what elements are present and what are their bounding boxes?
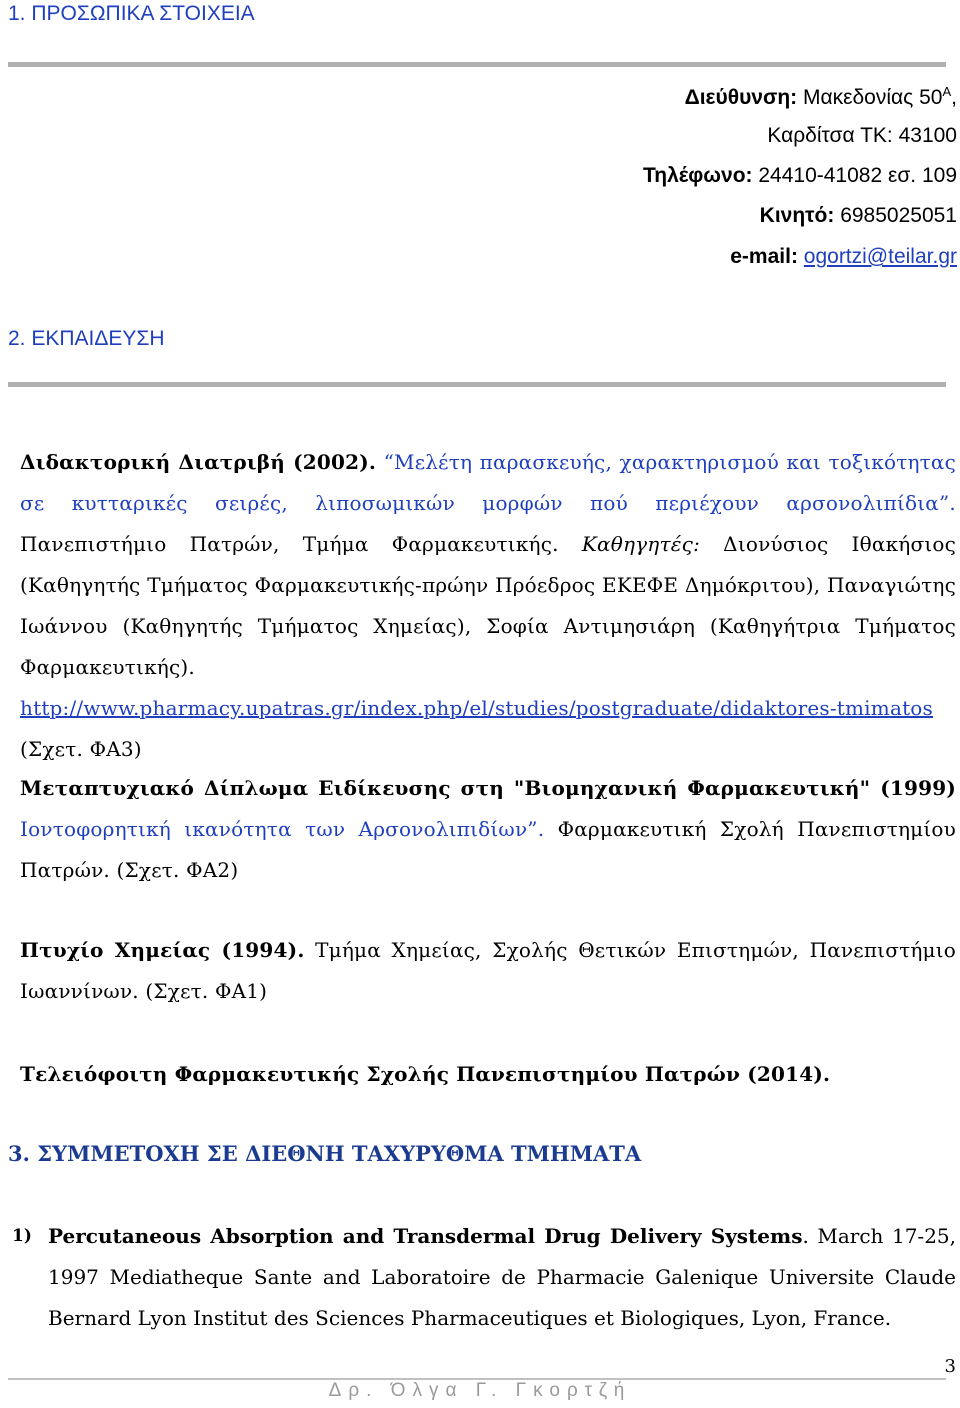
msc-rest: Φαρμακευτική Σχολή Πανεπιστημίου Πατρών. (Σχετ. ΦΑ2) bbox=[20, 817, 956, 882]
course-text bbox=[48, 1216, 956, 1339]
bsc-rest: Τμήμα Χημείας, Σχολής Θετικών Επιστημών, Πανεπιστήμιο Ιωαννίνων. (Σχετ. ΦΑ1) bbox=[20, 938, 956, 1003]
msc-paragraph bbox=[20, 768, 956, 891]
course-title: Percutaneous Absorption and Transdermal Drug Delivery Systems bbox=[48, 1224, 803, 1248]
msc-title: Ιοντοφορητική ικανότητα των Αρσονολιπιδίων”. bbox=[20, 817, 545, 841]
address-line bbox=[685, 84, 957, 110]
graduate-line: Τελειόφοιτη Φαρμακευτικής Σχολής Πανεπιστημίου Πατρών (2014). bbox=[20, 1062, 831, 1086]
page-number: 3 bbox=[944, 1356, 956, 1377]
phone-label: Τηλέφωνο: bbox=[643, 164, 753, 187]
section-title-courses: 3. ΣΥΜΜΕΤΟΧΗ ΣΕ ΔΙΕΘΝΗ ΤΑΧΥΡΥΘΜΑ ΤΜΗΜΑΤΑ bbox=[8, 1141, 642, 1166]
address-value: Μακεδονίας 50 bbox=[797, 86, 943, 109]
course-details: . March 17-25, 1997 Mediatheque Sante and Laboratoire de Pharmacie Galenique Universite Claude Bernard Lyon Institut des Sciences Pharmaceutiques et Biologiques, Lyon, France. bbox=[48, 1224, 956, 1330]
phd-label: Διδακτορική Διατριβή (2002). bbox=[20, 450, 377, 474]
course-number: 1) bbox=[12, 1226, 32, 1246]
mobile-line bbox=[760, 204, 957, 228]
phd-paragraph bbox=[20, 442, 956, 770]
phd-university: Πανεπιστήμιο Πατρών, Τμήμα Φαρμακευτικής. bbox=[20, 532, 559, 556]
address-superscript: Α bbox=[942, 84, 952, 99]
phd-link[interactable]: http://www.pharmacy.upatras.gr/index.php/el/studies/postgraduate/didaktores-tmimatos bbox=[20, 696, 934, 720]
address-label: Διεύθυνση: bbox=[684, 86, 798, 109]
phd-professors: Διονύσιος Ιθακήσιος (Καθηγητής Τμήματος Φαρμακευτικής-πρώην Πρόεδρος ΕΚΕΦΕ Δημόκριτου), Παναγιώτης Ιωάννου (Καθηγητής Τμήματος Χημείας), Σοφία Αντιμησιάρη (Καθηγήτρια Τμήματος Φαρμακευτικής). bbox=[20, 532, 956, 679]
section-title-education: 2. ΕΚΠΑΙΔΕΥΣΗ bbox=[8, 327, 165, 350]
bsc-label: Πτυχίο Χημείας (1994). bbox=[20, 938, 305, 962]
phd-reference: (Σχετ. ΦΑ3) bbox=[20, 737, 142, 761]
mobile-value: 6985025051 bbox=[834, 204, 957, 227]
mobile-label: Κινητό: bbox=[759, 204, 835, 227]
footer-author: Δρ. Όλγα Γ. Γκορτζή bbox=[328, 1380, 632, 1401]
email-link[interactable]: ogortzi@teilar.gr bbox=[803, 245, 957, 268]
bsc-paragraph bbox=[20, 930, 956, 1012]
phd-title: “Μελέτη παρασκευής, χαρακτηρισμού και τοξικότητας σε κυτταρικές σειρές, λιποσωμικών μορφών πού περιέχουν αρσονολιπίδια”. bbox=[20, 450, 957, 515]
phd-professors-label: Καθηγητές: bbox=[558, 532, 701, 556]
phone-value: 24410-41082 εσ. 109 bbox=[752, 164, 957, 187]
city-line: Καρδίτσα ΤΚ: 43100 bbox=[767, 124, 957, 147]
course-item bbox=[12, 1216, 956, 1339]
phone-line bbox=[643, 164, 957, 188]
email-label: e-mail: bbox=[730, 245, 798, 268]
section-title-personal: 1. ΠΡΟΣΩΠΙΚΑ ΣΤΟΙΧΕΙΑ bbox=[8, 2, 255, 25]
address-tail: , bbox=[951, 86, 957, 109]
section-divider bbox=[8, 62, 946, 67]
section-divider bbox=[8, 382, 946, 387]
msc-label: Μεταπτυχιακό Δίπλωμα Ειδίκευσης στη "Βιομηχανική Φαρμακευτική" (1999) bbox=[20, 776, 956, 800]
email-line bbox=[730, 245, 957, 269]
